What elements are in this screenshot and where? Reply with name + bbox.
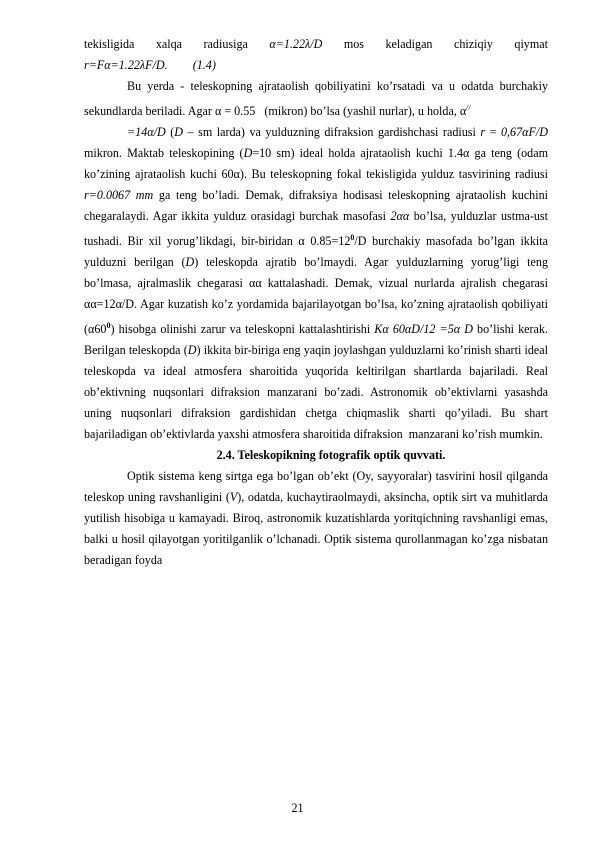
word: xalqa (155, 37, 183, 51)
page-number: 21 (291, 801, 304, 815)
superscript: // (466, 103, 471, 112)
word: radiusiga (203, 37, 248, 51)
section-heading: 2.4. Teleskopikning fotografik optik quvvati. (216, 448, 446, 463)
word: qiymat (514, 37, 548, 51)
word: mos (343, 37, 364, 51)
word: chiziqiy (453, 37, 493, 51)
formula-number: (1.4) (192, 58, 216, 72)
text-line-1 (84, 34, 548, 55)
formula-r: r=Fα=1.22λF/D. (84, 58, 168, 72)
document-page (84, 34, 548, 571)
paragraph-2: =14α/D (D – sm larda) va yulduzning difraksion gardishchasi radiusi r = 0,67αF/D mikron. Maktab teleskopining (D=10 sm) ideal holda ajrataolish kuchi 1.4α ga teng (odam ko’zining ajrataolish kuchi 60α). Bu teleskopning fokal tekisligida yulduz tasvirining radiusi r=0.0067 mm ga teng bo’ladi. Demak, difraksiya hodisasi teleskopning ajrataolish kuchini chegaralaydi. Agar ikkita yulduz orasidagi burchak masofasi 2αα bo’lsa, yulduzlar ustma-ust tushadi. Bir xil yorug’likdagi, bir-biridan α $0.85=12^0/D$ burchakiy masofada bo’lgan ikkita yulduzni berilgan (D) teleskopda ajratib bo’lmaydi. Agar yulduzlarning yorug’ligi teng bo’lmasa, ajralmaslik chegarasi αα kattalashadi. Demak, vizual nurlarda ajralish chegarasi αα=12α/D. Agar kuzatish ko’z yordamida bajarilayotgan bo’lsa, ko’zning ajrataolish qobiliyati $(\alpha 60^0)$ hisobga olinishi zarur va teleskopni kattalashtirishi Kα 60αD/12 =5α D bo’lishi kerak. Berilgan teleskopda (D) ikkita bir-biriga eng yaqin joylashgan yulduzlarni ko’rinish sharti ideal teleskopda va ideal atmosfera sharoitida yuqorida keltirilgan shartlarda bajariladi. Real ob’ektivning nuqsonlari difraksion manzarani bo’zadi. Astronomik ob’ektivlarni yasashda uning nuqsonlari difraksion gardishidan chetga chiqmaslik sharti qo’yiladi. Bu shart bajariladigan ob’ektivlarda yaxshi atmosfera sharoitida difraksion manzarani ko’rish mumkin. (84, 125, 548, 442)
formula-line (84, 55, 548, 76)
paragraph-1: Bu yerda - teleskopning ajrataolish qobiliyatini ko’rsatadi va u odatda burchakiy sekundlarda beriladi. Agar α = 0.55 (mikron) bo’lsa (yashil nurlar), u holda, α// (84, 79, 548, 119)
paragraph-3: Optik sistema keng sirtga ega bo’lgan ob’ekt (Oy, sayyoralar) tasvirini hosil qilganda teleskop uning ravshanligini (V), odatda, kuchaytiraolmaydi, aksincha, optik sirt va muhitlarda yutilish hisobiga u kamayadi. Biroq, astronomik kuzatishlarda yoritqichning ravshanligi emas, balki u hosil qilayotgan yoritilganlik o’lchanadi. Optik sistema qurollanmagan ko’zga nisbatan beradigan foyda (84, 469, 548, 568)
formula-alpha: α=1.22λ/D (269, 37, 323, 51)
word: tekisligida (84, 37, 135, 51)
word: keladigan (385, 37, 433, 51)
